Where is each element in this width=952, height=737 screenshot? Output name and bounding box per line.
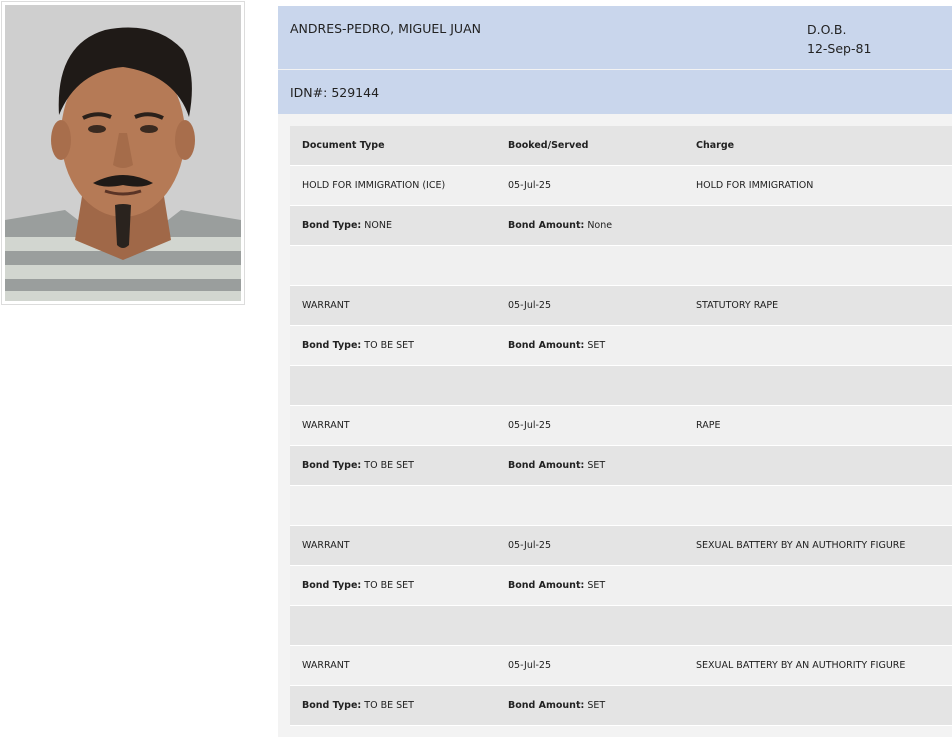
bond-type-label: Bond Type:: [302, 700, 362, 711]
booked-date: 05-Jul-25: [508, 540, 552, 551]
bond-amount: [508, 686, 605, 726]
header-charge: Charge: [696, 140, 735, 151]
booked-date: 05-Jul-25: [508, 420, 552, 431]
bond-amount-value: SET: [587, 460, 606, 471]
bond-amount: [508, 206, 612, 246]
bond-amount-label: Bond Amount:: [508, 460, 585, 471]
idn-number: IDN#: 529144: [290, 85, 380, 100]
bond-row: [290, 686, 952, 726]
idn-header: [278, 70, 952, 114]
bond-type-value: TO BE SET: [364, 580, 414, 591]
bond-type: [302, 686, 414, 726]
charge-row: [290, 646, 952, 686]
charge-row: [290, 286, 952, 326]
bond-row: [290, 566, 952, 606]
document-type: WARRANT: [302, 660, 350, 671]
bond-type: [302, 566, 414, 606]
spacer-row: [290, 246, 952, 286]
charge: RAPE: [696, 420, 721, 431]
bond-type: [302, 206, 392, 246]
bond-type: [302, 446, 414, 486]
booked-date: 05-Jul-25: [508, 180, 552, 191]
bond-amount-label: Bond Amount:: [508, 700, 585, 711]
table-header-row: [290, 126, 952, 166]
bond-type-label: Bond Type:: [302, 340, 362, 351]
dob-label: D.O.B.: [807, 22, 847, 37]
charge: STATUTORY RAPE: [696, 300, 779, 311]
bond-amount-label: Bond Amount:: [508, 340, 585, 351]
bond-amount-value: None: [587, 220, 613, 231]
bond-amount-value: SET: [587, 700, 606, 711]
spacer-row: [290, 486, 952, 526]
charge: SEXUAL BATTERY BY AN AUTHORITY FIGURE: [696, 540, 906, 551]
booked-date: 05-Jul-25: [508, 660, 552, 671]
charge-row: [290, 406, 952, 446]
bond-amount: [508, 446, 605, 486]
charge: SEXUAL BATTERY BY AN AUTHORITY FIGURE: [696, 660, 906, 671]
header-booked-served: Booked/Served: [508, 140, 589, 151]
bond-amount-label: Bond Amount:: [508, 220, 585, 231]
mugshot-photo-frame: [1, 1, 245, 305]
name-header: [278, 6, 952, 69]
bond-type: [302, 326, 414, 366]
header-document-type: Document Type: [302, 140, 385, 151]
spacer-row: [290, 606, 952, 646]
charge-row: [290, 526, 952, 566]
bond-amount: [508, 566, 605, 606]
bond-amount-value: SET: [587, 580, 606, 591]
booked-date: 05-Jul-25: [508, 300, 552, 311]
dob-value: 12-Sep-81: [807, 41, 872, 56]
document-type: HOLD FOR IMMIGRATION (ICE): [302, 180, 446, 191]
document-type: WARRANT: [302, 300, 350, 311]
bond-row: [290, 446, 952, 486]
bond-type-value: TO BE SET: [364, 700, 414, 711]
mugshot-photo: [5, 5, 241, 301]
bond-type-label: Bond Type:: [302, 220, 362, 231]
bond-amount: [508, 326, 605, 366]
bond-type-label: Bond Type:: [302, 460, 362, 471]
bond-row: [290, 206, 952, 246]
bond-amount-label: Bond Amount:: [508, 580, 585, 591]
bond-type-value: TO BE SET: [364, 340, 414, 351]
inmate-name: ANDRES-PEDRO, MIGUEL JUAN: [290, 21, 481, 36]
inmate-detail-panel: [278, 6, 952, 737]
charges-table: [290, 126, 952, 726]
bond-row: [290, 326, 952, 366]
document-type: WARRANT: [302, 540, 350, 551]
bond-type-label: Bond Type:: [302, 580, 362, 591]
document-type: WARRANT: [302, 420, 350, 431]
charge: HOLD FOR IMMIGRATION: [696, 180, 814, 191]
bond-type-value: TO BE SET: [364, 460, 414, 471]
bond-amount-value: SET: [587, 340, 606, 351]
charge-row: [290, 166, 952, 206]
spacer-row: [290, 366, 952, 406]
bond-type-value: NONE: [364, 220, 392, 231]
